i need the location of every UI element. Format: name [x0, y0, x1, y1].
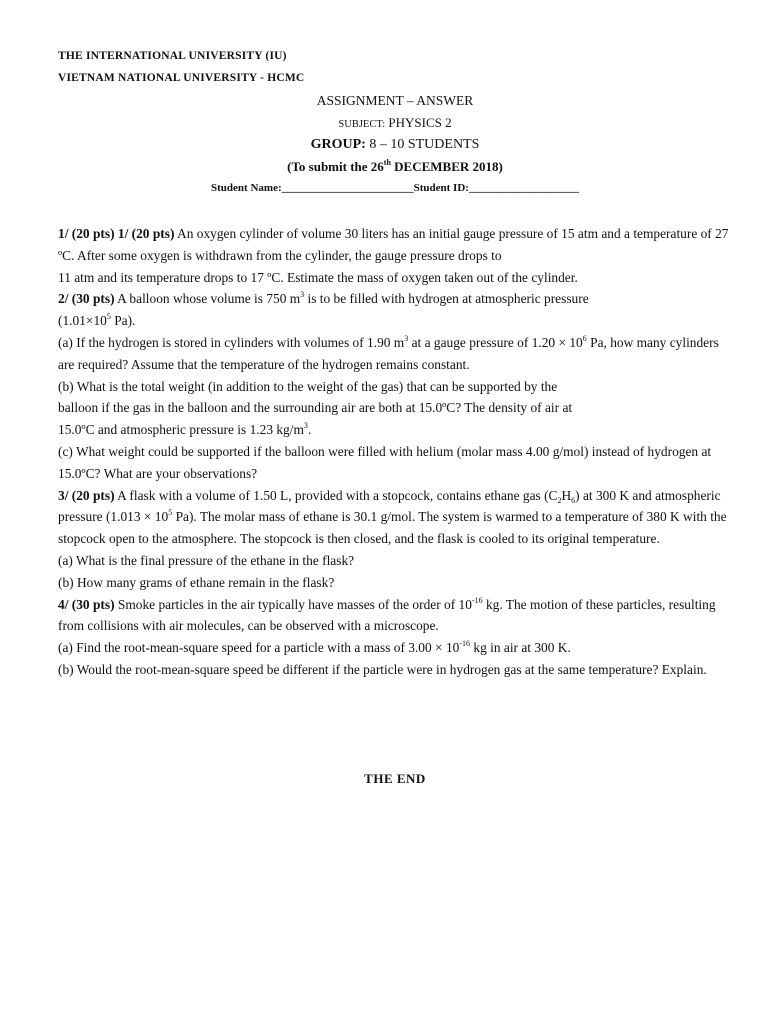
student-name-field: Student Name:________________________: [211, 182, 414, 194]
subject-value: PHYSICS 2: [388, 115, 452, 130]
problem-4-part-b: (b) Would the root-mean-square speed be different if the particle were in hydrogen gas at the same temperature? Explain.: [58, 661, 707, 677]
problem-4-text-a: Smoke particles in the air typically have masses of the order of 10: [117, 596, 472, 612]
institution-line-1: THE INTERNATIONAL UNIVERSITY (IU): [58, 50, 287, 62]
problem-4-part-a-2: kg in air at 300 K.: [473, 640, 571, 656]
problem-2-part-b-4: .: [307, 422, 312, 438]
problem-2-part-b-3: [58, 419, 738, 441]
institution-line-2: VIETNAM NATIONAL UNIVERSITY - HCMC: [58, 72, 305, 84]
group-value: 8 – 10 STUDENTS: [369, 137, 480, 152]
problem-4-sup1: -16: [471, 595, 483, 605]
problem-2-part-a-1: (a) If the hydrogen is stored in cylinders with volumes of 1.90 m: [58, 334, 405, 350]
problem-2-part-b-3a: 15.0ºC and atmospheric pressure is 1.23 kg/m: [58, 422, 304, 438]
problem-3-text-c: Pa). The molar mass of ethane is 30.1 g/mol. The system is warmed to a temperature of 380 K with the stopcock open to the atmosphere. The stopcock is then closed, and the flask is cooled to its original temperature.: [58, 509, 727, 547]
student-id-field: Student ID:____________________: [413, 182, 579, 194]
submit-prefix: (To submit the 26: [287, 159, 384, 174]
problem-3-text-b: ) at 300 K and atmospheric pressure (1.013 × 10: [58, 487, 721, 525]
student-info-line: [0, 182, 768, 194]
submit-deadline: [0, 159, 768, 175]
problem-2-intro-sup: 3: [300, 290, 305, 300]
the-end-label: THE END: [364, 771, 426, 786]
problem-2-part-a-sup2: 6: [582, 333, 587, 343]
problem-2-part-a-3: Pa, how many cylinders are required? Assume that the temperature of the hydrogen remains constant.: [58, 334, 719, 372]
problem-2-pressure-sup: 5: [106, 312, 111, 322]
subject-label: SUBJECT:: [338, 119, 386, 130]
problem-3-number: 3/ (20 pts): [58, 487, 115, 503]
problem-1-text-cont: 11 atm and its temperature drops to 17 ºC. Estimate the mass of oxygen taken out of the cylinder.: [58, 269, 578, 285]
problem-2-pressure-a: (1.01×10: [58, 313, 107, 329]
submit-suffix: DECEMBER 2018): [394, 159, 503, 174]
problem-3-part-b: (b) How many grams of ethane remain in the flask?: [58, 574, 335, 590]
problem-4-part-a: [58, 637, 738, 659]
page-title: ASSIGNMENT – ANSWER: [316, 93, 474, 108]
problem-4: [58, 594, 738, 638]
problem-2-part-a-sup1: 3: [404, 333, 409, 343]
problem-1: [58, 223, 738, 267]
problem-3-sub2: 6: [571, 495, 576, 505]
problem-3-text-a: A flask with a volume of 1.50 L, provided with a stopcock, contains ethane gas (C: [117, 487, 558, 503]
problem-2-intro-cont: is to be filled with hydrogen at atmospheric pressure: [307, 291, 589, 307]
problem-2-intro: A balloon whose volume is 750 m: [117, 291, 301, 307]
problem-4-number: 4/ (30 pts): [58, 596, 115, 612]
problem-2-part-a-2: at a gauge pressure of 1.20 × 10: [411, 334, 583, 350]
problem-1-text: An oxygen cylinder of volume 30 liters has an initial gauge pressure of 15 atm and a temperature of 27 ºC. After some oxygen is withdrawn from the cylinder, the gauge pressure drops to: [58, 226, 729, 263]
problem-2-part-a: [58, 332, 738, 376]
problem-3-sub1: 2: [557, 495, 562, 505]
problem-3-text-h: H: [561, 487, 572, 503]
group-label: GROUP:: [310, 137, 366, 152]
problem-2-part-b-sup: 3: [303, 421, 308, 431]
problem-3-part-a: (a) What is the final pressure of the ethane in the flask?: [58, 552, 355, 568]
problem-2-pressure: [58, 310, 738, 332]
problem-2-part-b-1: (b) What is the total weight (in addition to the weight of the gas) that can be supported by the: [58, 378, 558, 394]
problem-3: [58, 485, 738, 550]
problem-3-sup: 5: [168, 508, 173, 518]
subject-line: [0, 115, 768, 131]
problem-2-number: 2/ (30 pts): [58, 291, 115, 307]
problem-2-part-b-2: balloon if the gas in the balloon and the surrounding air are both at 15.0ºC? The density of air at: [58, 400, 573, 416]
problem-2-pressure-b: Pa).: [114, 313, 136, 329]
group-line: [0, 137, 768, 153]
problem-list: [58, 223, 738, 681]
problem-2: [58, 288, 738, 310]
submit-sup: th: [383, 158, 391, 167]
problem-4-text-b: kg. The motion of these particles, resulting from collisions with air molecules, can be observed with a microscope.: [58, 596, 716, 634]
problem-4-part-a-sup: -16: [459, 639, 471, 649]
problem-1-number: 1/ (20 pts) 1/ (20 pts): [58, 226, 175, 241]
problem-4-part-a-1: (a) Find the root-mean-square speed for a particle with a mass of 3.00 × 10: [58, 640, 460, 656]
problem-2-part-c: (c) What weight could be supported if the balloon were filled with helium (molar mass 4.00 g/mol) instead of hydrogen at 15.0ºC? What are your observations?: [58, 443, 712, 481]
